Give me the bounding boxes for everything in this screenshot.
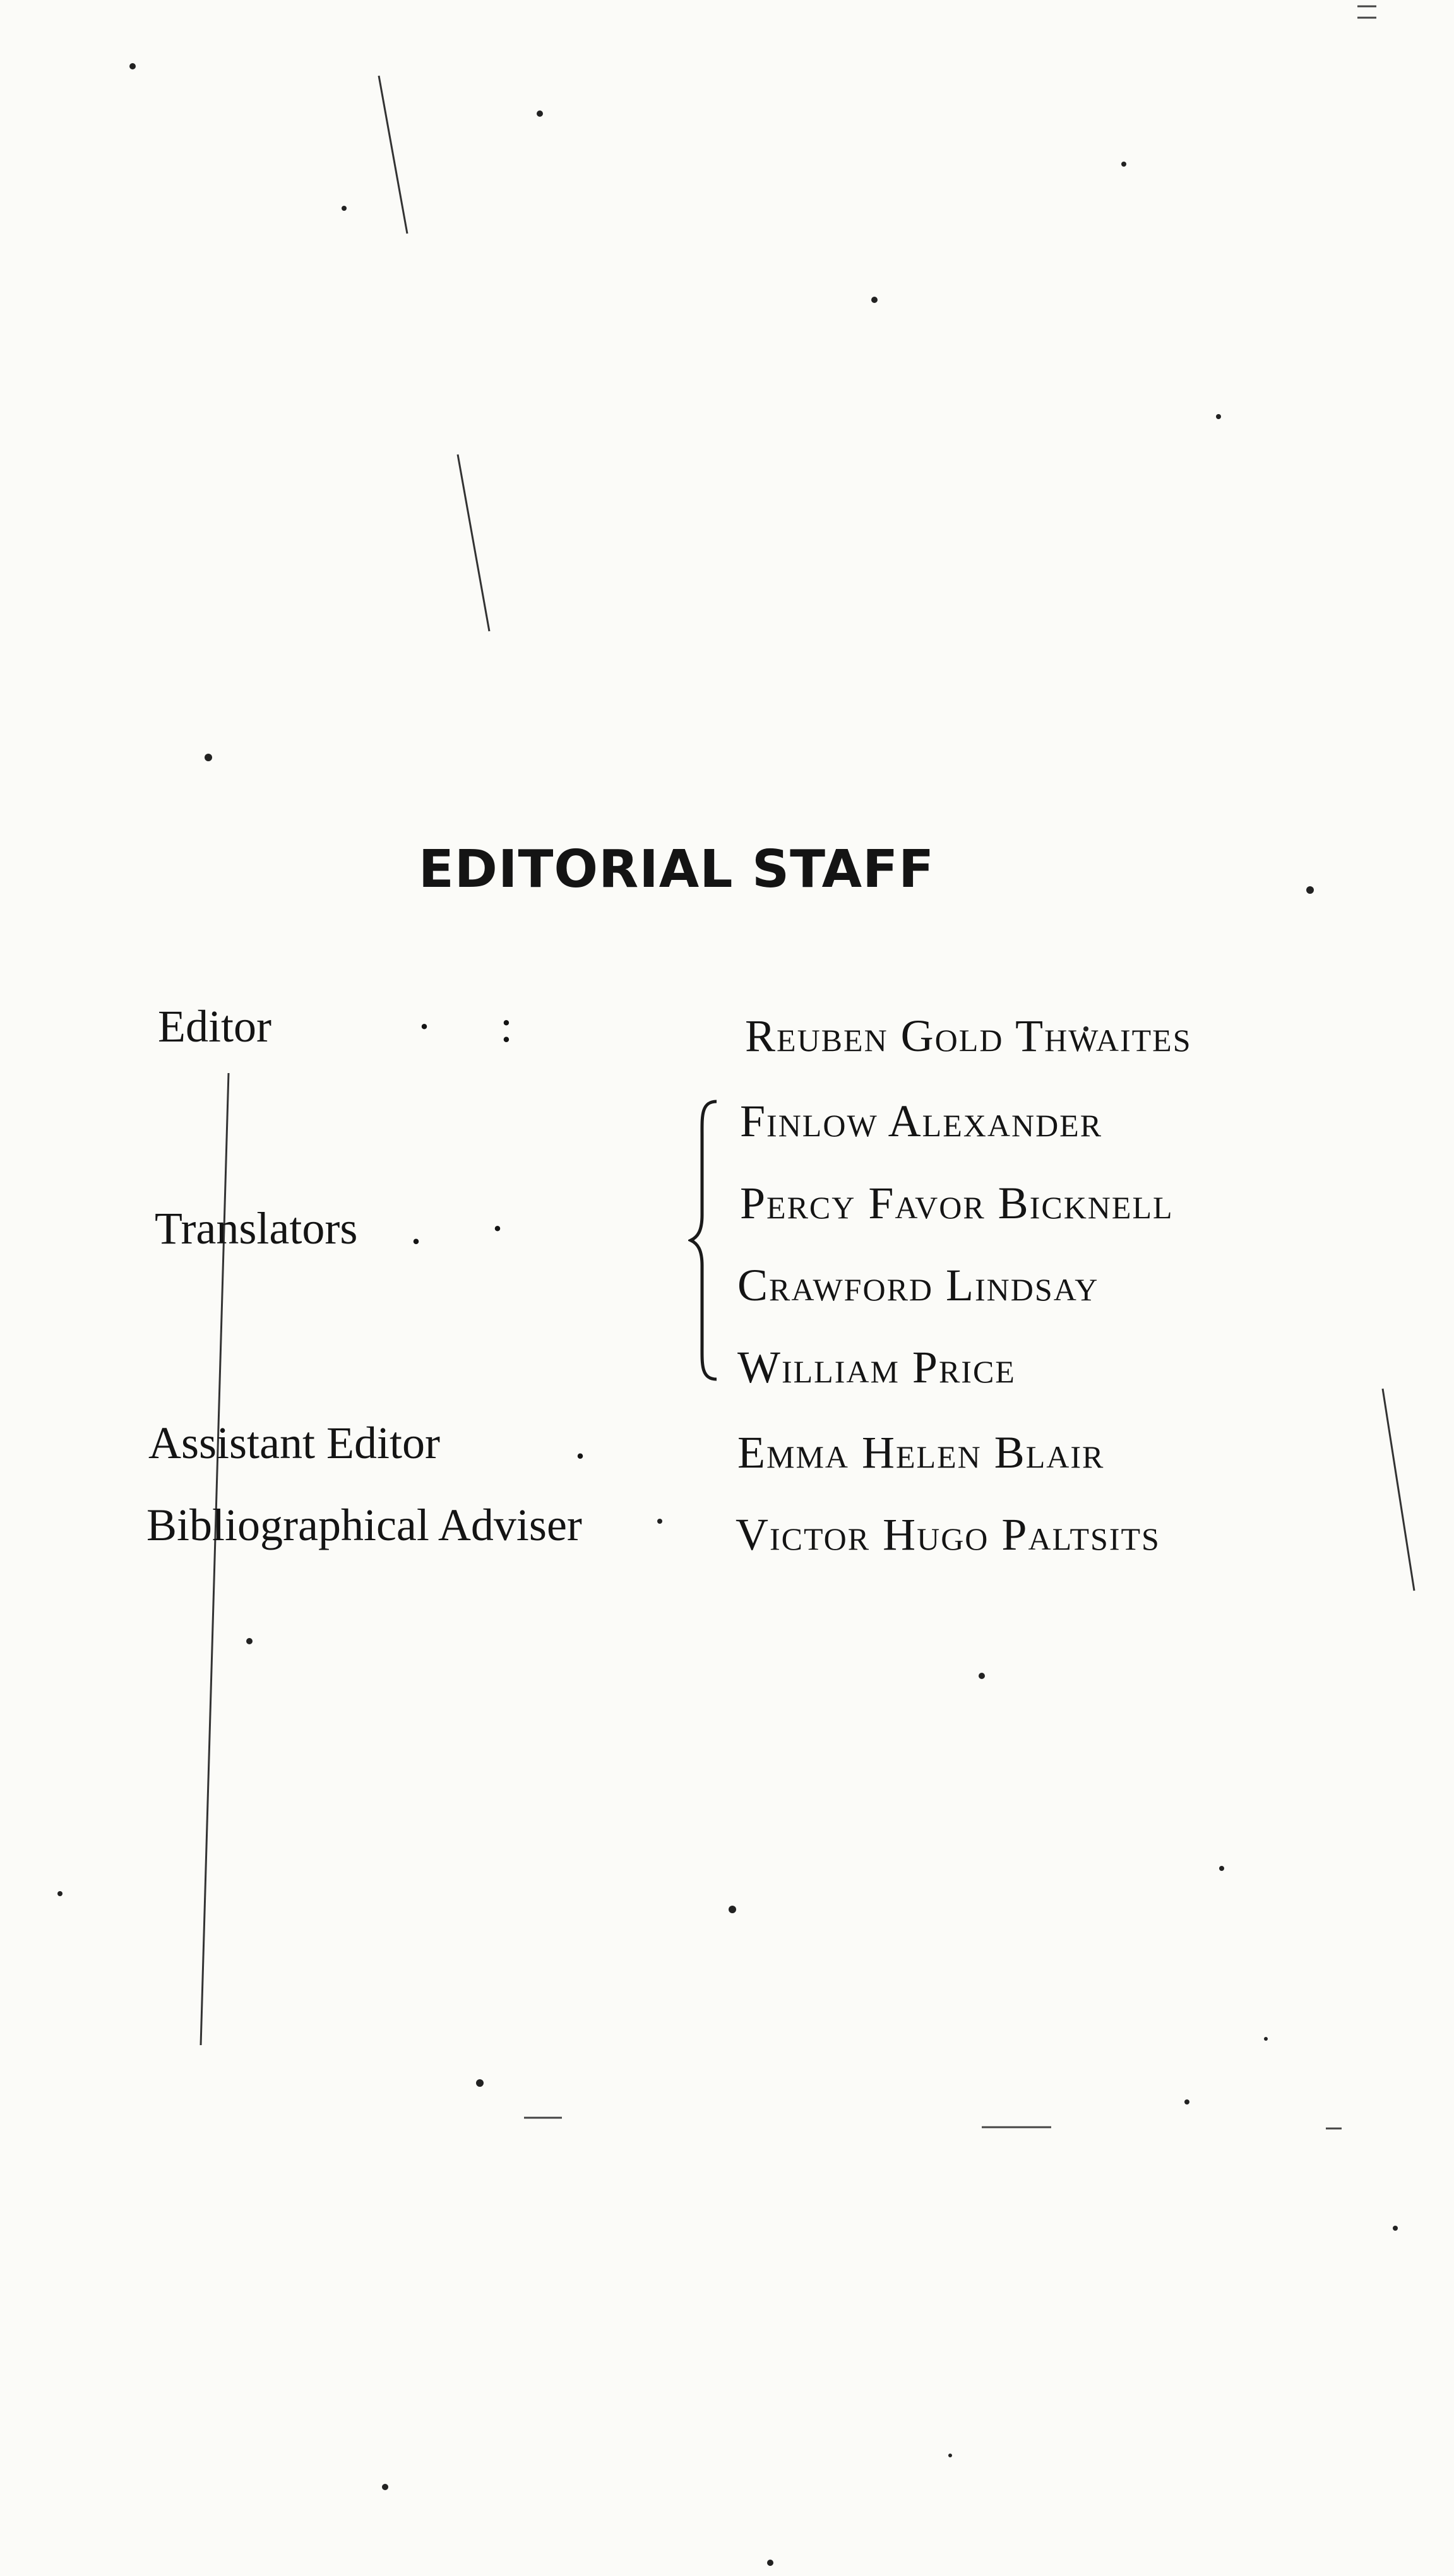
name-translator-2: Percy Favor Bicknell bbox=[740, 1178, 1174, 1228]
bracket-brace bbox=[688, 1098, 726, 1382]
leader-dots-translators: . · bbox=[410, 1203, 505, 1254]
page-title: EDITORIAL STAFF bbox=[418, 840, 935, 899]
name-editor: Reuben Gold Thwaites bbox=[745, 1011, 1192, 1061]
leader-dots-assistant-editor: . bbox=[575, 1418, 586, 1468]
name-translator-3: Crawford Lindsay bbox=[737, 1260, 1099, 1310]
role-translators: Translators bbox=[155, 1203, 358, 1254]
name-assistant-editor: Emma Helen Blair bbox=[737, 1427, 1105, 1478]
name-translator-4: William Price bbox=[737, 1342, 1016, 1392]
role-editor: Editor bbox=[158, 1001, 271, 1052]
name-translator-1: Finlow Alexander bbox=[740, 1096, 1103, 1146]
name-bibliographical-adviser: Victor Hugo Paltsits bbox=[736, 1509, 1160, 1560]
leader-dots-editor: · : bbox=[417, 1001, 513, 1052]
role-bibliographical-adviser: Bibliographical Adviser bbox=[146, 1500, 582, 1550]
role-assistant-editor: Assistant Editor bbox=[148, 1418, 440, 1468]
